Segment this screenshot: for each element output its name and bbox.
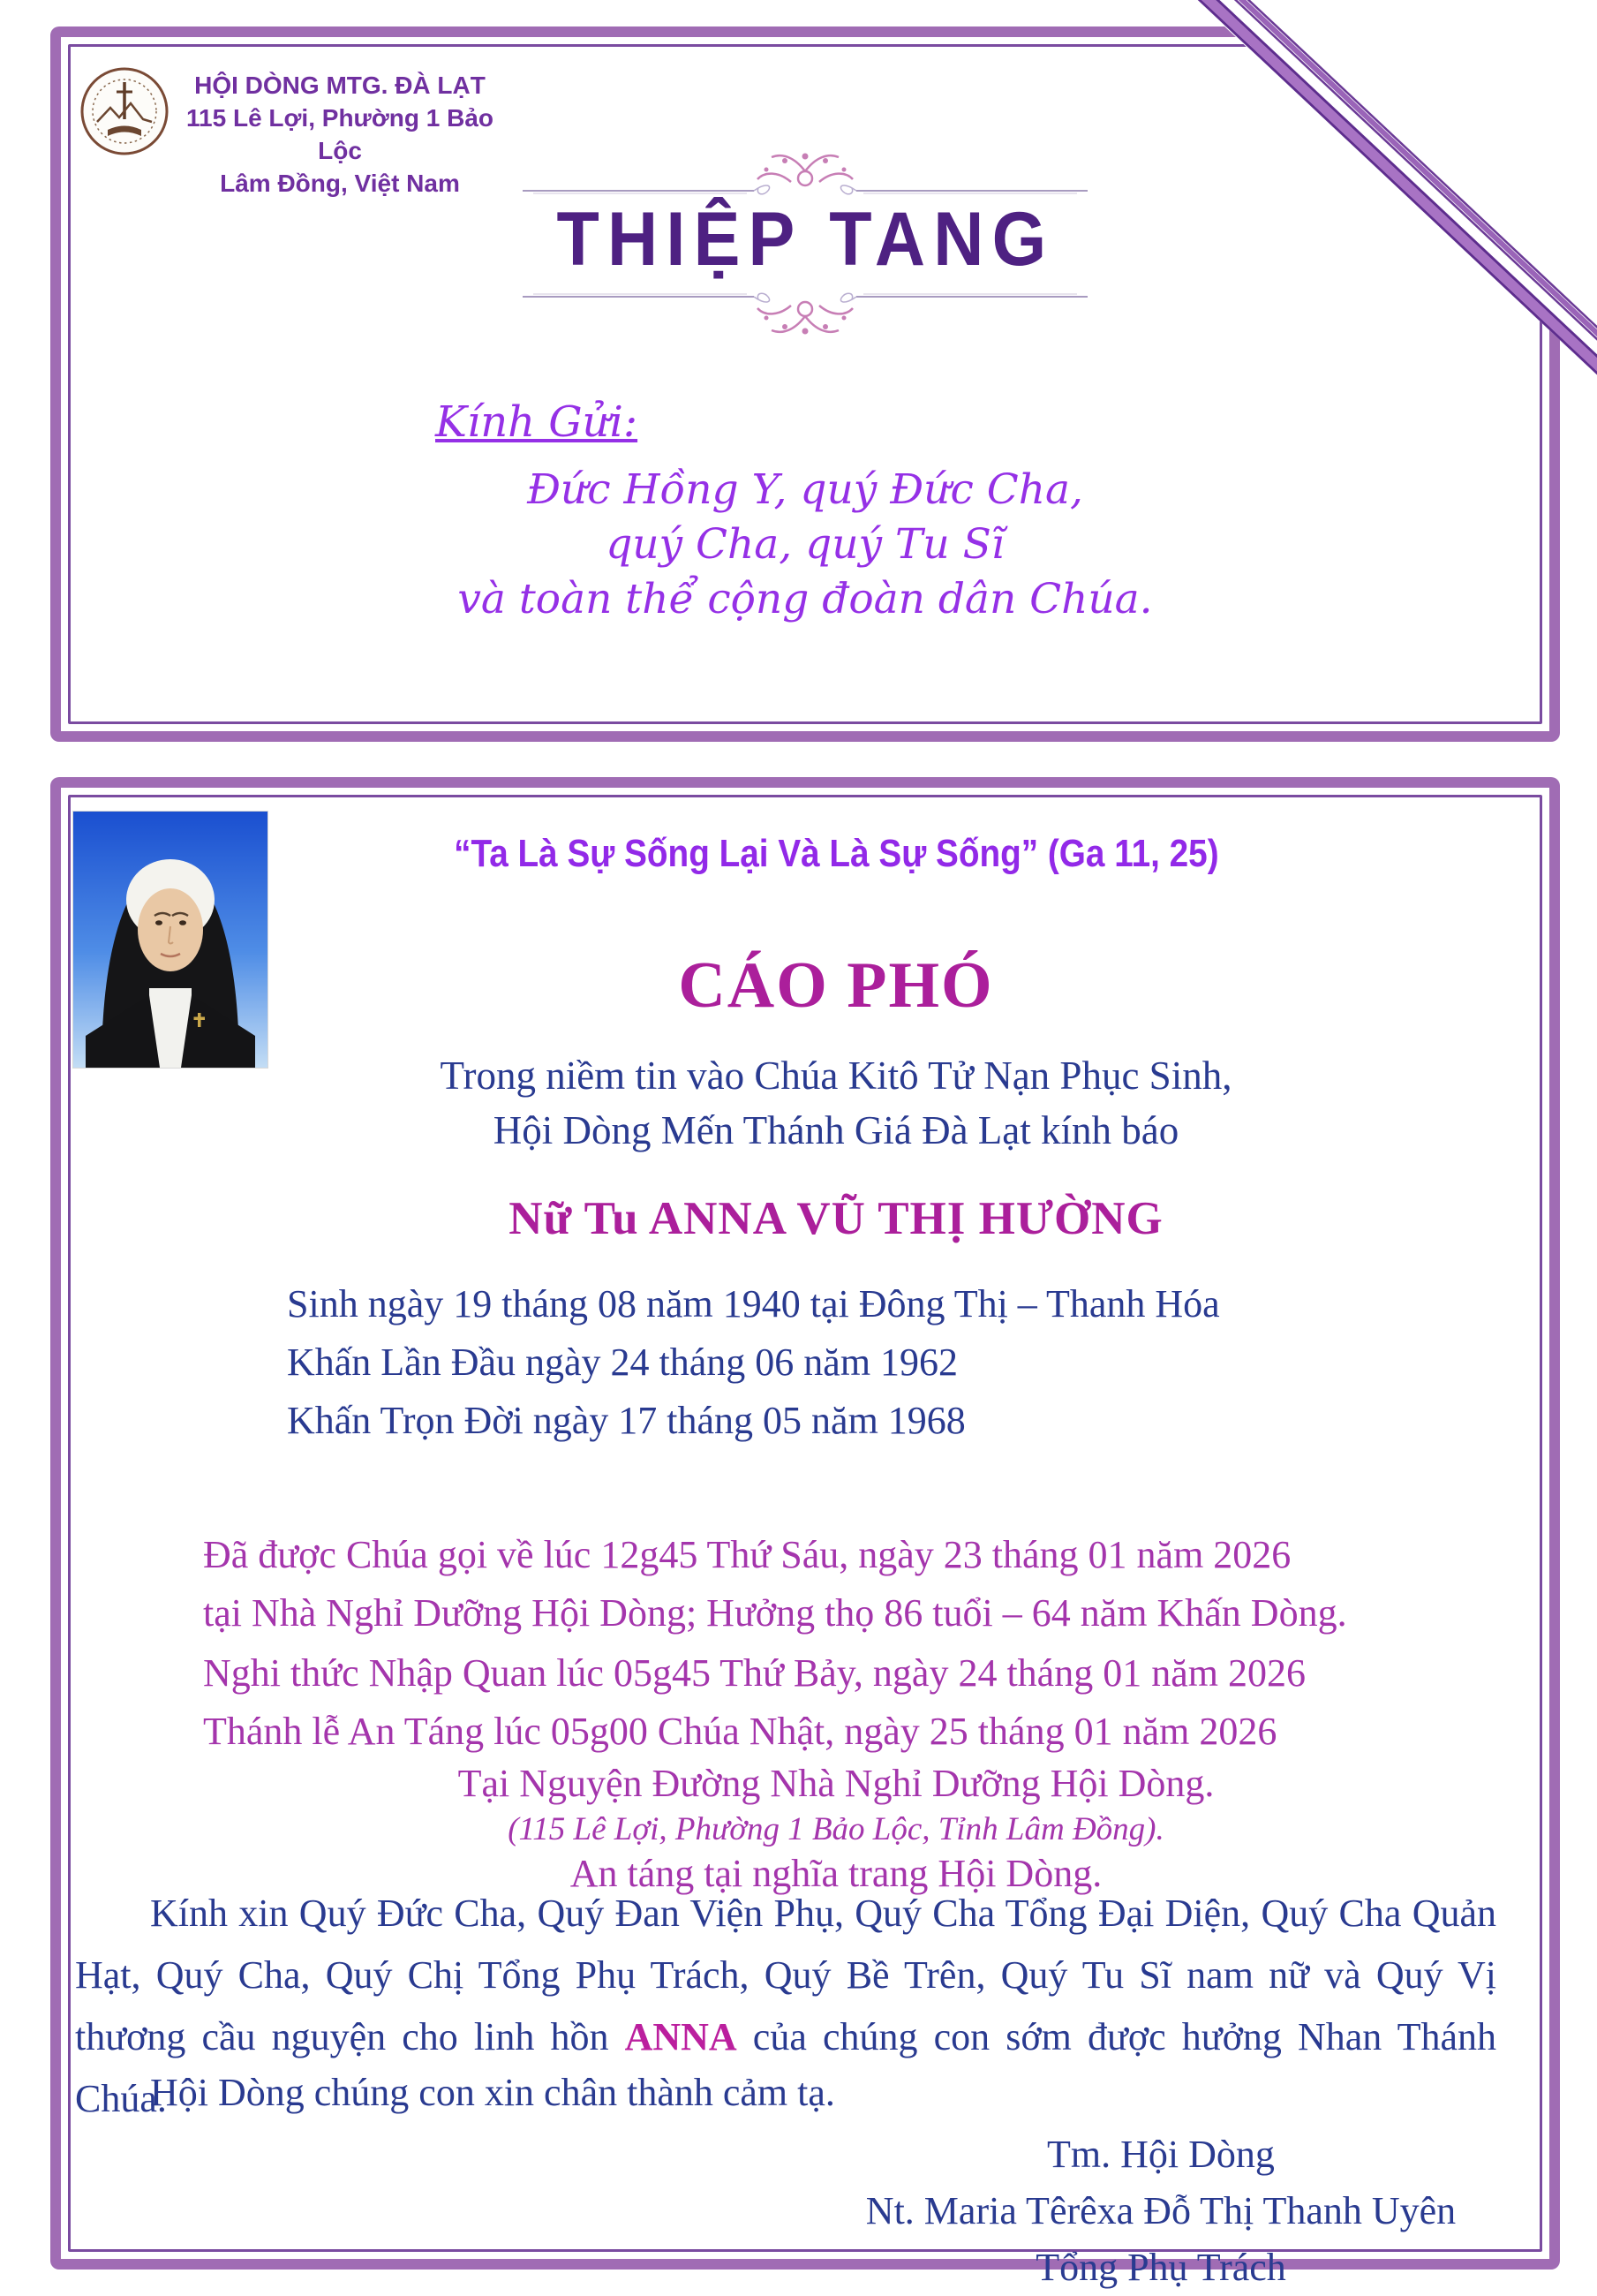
- burial-line: An táng tại nghĩa trang Hội Dòng.: [123, 1851, 1549, 1896]
- funeral-location-detail: (115 Lê Lợi, Phường 1 Bảo Lộc, Tỉnh Lâm Đồng).: [123, 1810, 1549, 1848]
- condolence-text-before: Kính xin Quý Đức Cha, Quý Đan Viện Phụ, Quý Cha Tổng Đại Diện, Quý Cha Quản Hạt, Quý Cha, Quý Chị Tổng Phụ Trách, Quý Bề Trên, Quý Tu Sĩ nam nữ và Quý Vị thương cầu nguyện cho linh hồn: [75, 1892, 1496, 2058]
- congregation-seal-icon: [79, 66, 169, 156]
- scripture-quote: “Ta Là Sự Sống Lại Và Là Sự Sống” (Ga 11, 25): [123, 832, 1549, 876]
- thanks-line: Hội Dòng chúng con xin chân thành cảm tạ.: [75, 2070, 1496, 2115]
- obituary-card: [50, 777, 1560, 2270]
- organization-address-line2: Lâm Đồng, Việt Nam: [181, 167, 499, 200]
- organization-header: [181, 69, 499, 200]
- recipient-lines: [61, 463, 1549, 627]
- life-events: [287, 1275, 1220, 1450]
- funeral-location: Tại Nguyện Đường Nhà Nghỉ Dưỡng Hội Dòng.: [123, 1761, 1549, 1806]
- signature-on-behalf: Tm. Hội Dòng: [825, 2126, 1496, 2183]
- signature-name: Nt. Maria Têrêxa Đỗ Thị Thanh Uyên: [825, 2183, 1496, 2239]
- funeral-schedule: [203, 1644, 1306, 1761]
- coffin-rite-line: Nghi thức Nhập Quan lúc 05g45 Thứ Bảy, ngày 24 tháng 01 năm 2026: [203, 1644, 1306, 1703]
- birth-line: Sinh ngày 19 tháng 08 năm 1940 tại Đông Thị – Thanh Hóa: [287, 1275, 1220, 1333]
- floral-ornament-top: [523, 150, 1088, 198]
- intro-line: Trong niềm tin vào Chúa Kitô Tử Nạn Phục Sinh,: [123, 1053, 1549, 1099]
- envelope-card: [50, 26, 1560, 742]
- floral-ornament-bottom: [523, 290, 1088, 337]
- first-vows-line: Khấn Lần Đầu ngày 24 tháng 06 năm 1962: [287, 1333, 1220, 1392]
- salutation-label: Kính Gửi:: [435, 397, 637, 447]
- recipient-line: và toàn thể cộng đoàn dân Chúa.: [61, 572, 1549, 627]
- death-notice: [203, 1526, 1347, 1643]
- recipient-line: Đức Hồng Y, quý Đức Cha,: [61, 463, 1549, 517]
- signature-block: [825, 2126, 1496, 2296]
- recipient-line: quý Cha, quý Tu Sĩ: [61, 517, 1549, 572]
- obituary-heading: CÁO PHÓ: [123, 948, 1549, 1023]
- condolence-text-after: của chúng con sớm được hưởng Nhan Thánh Chúa.: [75, 2015, 1496, 2120]
- signature-title: Tổng Phụ Trách: [825, 2239, 1496, 2296]
- death-line: tại Nhà Nghỉ Dưỡng Hội Dòng; Hưởng thọ 86 tuổi – 64 năm Khấn Dòng.: [203, 1584, 1347, 1643]
- intro-line: Hội Dòng Mến Thánh Giá Đà Lạt kính báo: [123, 1107, 1549, 1153]
- deceased-name-highlight: ANNA: [625, 2015, 737, 2058]
- final-vows-line: Khấn Trọn Đời ngày 17 tháng 05 năm 1968: [287, 1392, 1220, 1450]
- deceased-name: Nữ Tu ANNA VŨ THỊ HƯỜNG: [123, 1192, 1549, 1245]
- organization-address-line1: 115 Lê Lợi, Phường 1 Bảo Lộc: [181, 102, 499, 167]
- funeral-mass-line: Thánh lễ An Táng lúc 05g00 Chúa Nhật, ngày 25 tháng 01 năm 2026: [203, 1703, 1306, 1761]
- card-title: THIỆP TANG: [61, 196, 1549, 283]
- organization-name: HỘI DÒNG MTG. ĐÀ LẠT: [181, 69, 499, 102]
- death-line: Đã được Chúa gọi về lúc 12g45 Thứ Sáu, ngày 23 tháng 01 năm 2026: [203, 1526, 1347, 1584]
